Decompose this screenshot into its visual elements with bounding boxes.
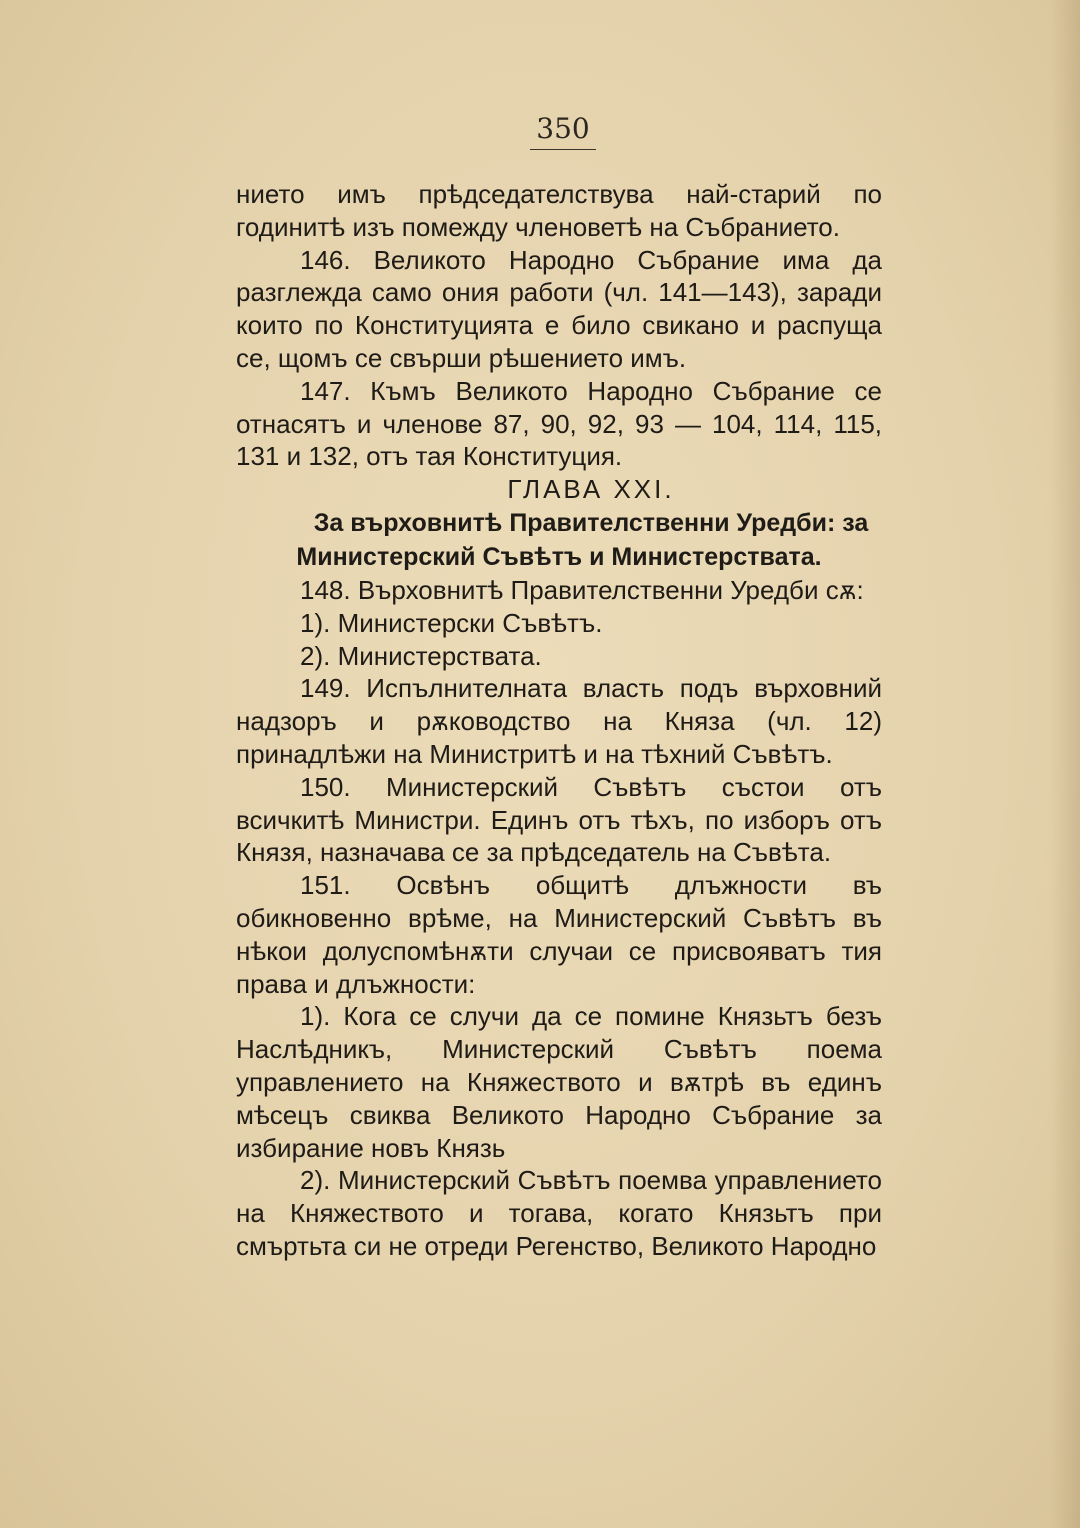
article-147: 147. Къмъ Великото Народно Събрание се отнасятъ и членове 87, 90, 92, 93 — 104, 114, 115, 131 и 132, отъ тая Конституция. [236,375,882,472]
paragraph-continuation: нието имъ прѣдседателствува най-старий по годинитѣ изъ помежду членоветѣ на Събранието. [236,179,882,242]
page-number: 350 [530,112,596,150]
article-146: 146. Великото Народно Събрание има да разглежда само ония работи (чл. 141—143), заради които по Конституцията е било свикано и распуща се, щомъ се свърши рѣшението имъ. [236,244,882,373]
chapter-subtitle: За върховнитѣ Правителственни Уредби: за Министерский Съвѣтъ и Министерствата. [296,508,869,571]
chapter-title: ГЛАВА XXI. [507,474,675,505]
article-150: 150. Министерский Съвѣтъ състои отъ всичкитѣ Министри. Единъ отъ тѣхъ, по изборъ отъ Князя, назначава се за прѣдседатель на Съвѣта. [236,771,882,868]
article-151-item-1: 1). Кога се случи да се помине Князьтъ безъ Наслѣдникъ, Министерский Съвѣтъ поема управлението на Княжеството и вѫтрѣ въ единъ мѣсецъ свиква Великото Народно Събрание за избирание новъ Князь [236,1001,882,1163]
article-151-item-2: 2). Министерский Съвѣтъ поемва управлението на Княжеството и тогава, когато Князьтъ при смъртьта си не отреди Регенство, Великото Народно [236,1165,882,1261]
page-body [236,178,882,1263]
page-edge-shadow [1050,0,1080,1528]
article-149: 149. Испълнителната власть подъ върховний надзоръ и рѫководство на Княза (чл. 12) принадлѣжи на Министритѣ и на тѣхний Съвѣтъ. [236,673,882,769]
article-151: 151. Освѣнъ общитѣ длъжности въ обикновенно врѣме, на Министерский Съвѣтъ въ нѣкои долуспомѣнѫти случаи се присвояватъ тия права и длъжности: [236,870,882,999]
article-148: 148. Върховнитѣ Правителственни Уредби сѫ: [300,574,864,605]
article-148-item-2: 2). Министерствата. [300,640,542,671]
article-148-item-1: 1). Министерски Съвѣтъ. [300,607,603,638]
